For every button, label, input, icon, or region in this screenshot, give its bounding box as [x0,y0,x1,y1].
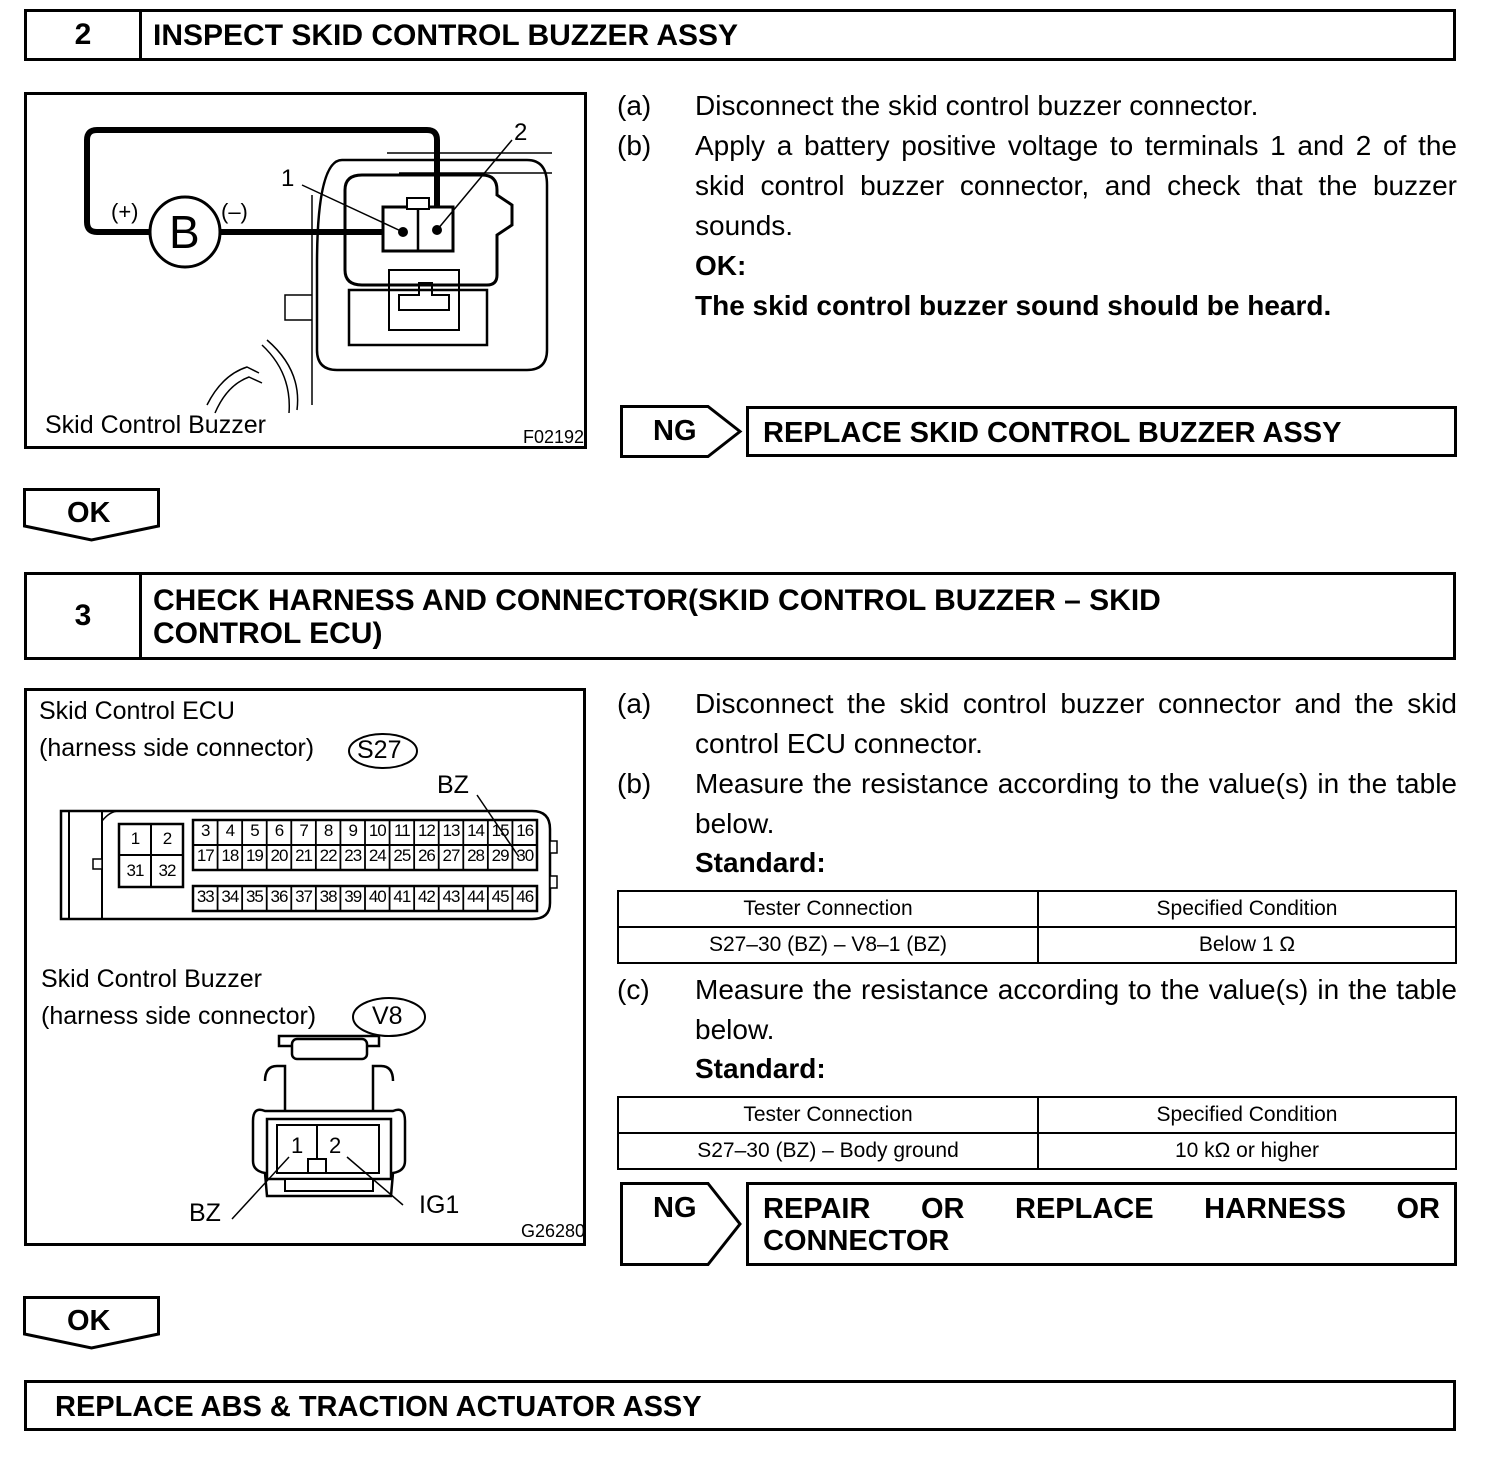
ecu-pin: 13 [442,821,460,840]
step2-ok-button-label: OK [67,497,111,529]
standard-label-c: Standard: [695,1053,826,1084]
ecu-pin: 12 [417,821,435,840]
step3-ok-button-label: OK [67,1305,111,1337]
ecu-pin: 1 [130,829,140,848]
ecu-pin: 44 [467,887,485,906]
step2-ok-arrow [23,488,161,543]
step3-item-c-label: (c) [617,974,650,1005]
ecu-pin: 18 [221,846,239,865]
ecu-pin: 16 [516,821,534,840]
ecu-pin: 20 [270,846,288,865]
step3-ng-action [746,1182,1457,1266]
ecu-pin: 24 [368,846,386,865]
ecu-pin: 21 [295,846,313,865]
bz-pin-label: BZ [437,771,469,799]
action-word: REPAIR [763,1193,871,1225]
step2-number: 2 [27,12,142,58]
ecu-pin: 42 [417,887,435,906]
step3-ng-label: NG [653,1192,697,1224]
table-header-cell: Tester Connection [618,1097,1038,1133]
table-cell: S27–30 (BZ) – Body ground [618,1133,1038,1169]
spec-table-b [617,890,1457,964]
final-action [24,1380,1456,1431]
ecu-pin: 41 [393,887,411,906]
ecu-pin: 34 [221,887,239,906]
table-cell: S27–30 (BZ) – V8–1 (BZ) [618,927,1038,963]
table-cell: 10 kΩ or higher [1038,1133,1456,1169]
ecu-pin: 27 [442,846,460,865]
ecu-code-badge: S27 [357,736,402,764]
step3-header [24,572,1456,660]
step3-ok-arrow [23,1296,161,1351]
plus-label: (+) [111,199,139,224]
ecu-pin: 31 [126,861,144,880]
minus-label: (–) [221,199,248,224]
battery-label: B [169,206,200,258]
step2-item-a-text: Disconnect the skid control buzzer connector. [695,90,1259,121]
connector-housing [317,160,547,370]
ecu-pin: 36 [270,887,288,906]
table-cell: Below 1 Ω [1038,927,1456,963]
ecu-pin: 43 [442,887,460,906]
step2-ng-action-text: REPLACE SKID CONTROL BUZZER ASSY [763,417,1342,449]
ecu-pin: 35 [245,887,263,906]
step3-title-line2: CONTROL ECU) [153,617,383,650]
ecu-pin: 7 [299,821,308,840]
ecu-pin: 17 [196,846,214,865]
ecu-pin: 29 [491,846,509,865]
ecu-pin: 14 [467,821,485,840]
ecu-pin: 6 [274,821,284,840]
step3-number: 3 [27,575,142,657]
step3-title-line1: CHECK HARNESS AND CONNECTOR(SKID CONTROL BUZZER – SKID [153,584,1161,617]
buzzer-title: Skid Control Buzzer [41,965,262,993]
step3-item-c-text: Measure the resistance according to the value(s) in the table below. [695,974,1457,1045]
ig1-terminal-label: IG1 [419,1191,460,1219]
table-row [618,927,1456,963]
table-row [618,1133,1456,1169]
standard-label-b: Standard: [695,847,826,878]
figure-caption: Skid Control Buzzer [45,411,266,439]
ecu-subtitle: (harness side connector) [39,734,315,762]
ecu-pin: 32 [158,861,176,880]
buzzer-code-badge: V8 [372,1002,403,1030]
step2-figure [24,92,587,449]
buzzer-subtitle: (harness side connector) [41,1002,317,1030]
ecu-pin: 3 [201,821,210,840]
step3-item-b-text: Measure the resistance according to the value(s) in the table below. [695,768,1457,839]
spec-table-c [617,1096,1457,1170]
buzzer-wiring-diagram [27,95,584,446]
table-header-row [618,1097,1456,1133]
step3-item-b-label: (b) [617,768,652,799]
step2-item-b-label: (b) [617,130,652,161]
action-word: OR [920,1193,965,1225]
step3-item-a-label: (a) [617,688,652,719]
terminal-1-label: 1 [281,165,295,192]
table-header-cell: Tester Connection [618,891,1038,927]
ecu-pin: 45 [491,887,509,906]
ecu-pin: 8 [323,821,333,840]
ecu-pin: 28 [467,846,485,865]
step3-figure [24,688,586,1246]
ecu-pin: 30 [516,846,534,865]
terminal-2-label: 2 [514,119,528,146]
ecu-pin: 5 [250,821,259,840]
step2-ng-arrow [620,405,744,458]
ecu-pin: 37 [295,887,313,906]
step2-title: INSPECT SKID CONTROL BUZZER ASSY [153,19,739,52]
ecu-pin: 22 [319,846,337,865]
ecu-pin: 40 [368,887,386,906]
table-header-cell: Specified Condition [1038,891,1456,927]
ecu-pin: 38 [319,887,337,906]
step2-ng-action [746,406,1457,457]
ecu-pin: 23 [344,846,362,865]
ecu-pin: 26 [417,846,435,865]
action-word: OR [1396,1193,1440,1225]
step3-ng-action-line1 [763,1193,1440,1225]
action-word: HARNESS [1204,1193,1346,1225]
ecu-title: Skid Control ECU [39,697,235,725]
ecu-pin: 9 [348,821,357,840]
figure-code: G26280 [521,1221,586,1241]
step3-ng-action-line2: CONNECTOR [763,1225,950,1257]
figure-code: F02192 [523,427,585,447]
action-word: REPLACE [1015,1193,1154,1225]
ecu-pin: 10 [368,821,386,840]
ecu-pin: 2 [162,829,172,848]
step2-ok-label: OK: [695,250,747,281]
step2-ng-label: NG [653,415,697,447]
step2-header [24,9,1456,61]
step2-ok-text: The skid control buzzer sound should be heard. [695,290,1332,321]
ecu-pin: 19 [245,846,263,865]
step3-item-a-text: Disconnect the skid control buzzer connector and the skid control ECU connector. [695,688,1457,759]
ecu-pin: 46 [516,887,534,906]
ecu-pin: 11 [394,821,410,840]
step2-item-b-text: Apply a battery positive voltage to terminals 1 and 2 of the skid control buzzer connector, and check that the buzzer sounds. [695,130,1457,241]
final-action-text: REPLACE ABS & TRACTION ACTUATOR ASSY [55,1391,702,1423]
table-header-row [618,891,1456,927]
ecu-pin: 4 [225,821,235,840]
step3-ng-arrow [620,1182,744,1266]
buzzer-pin-1: 1 [291,1133,304,1158]
ecu-pin: 15 [491,821,509,840]
table-header-cell: Specified Condition [1038,1097,1456,1133]
buzzer-pin-2: 2 [329,1133,342,1158]
ecu-pin: 33 [196,887,214,906]
bz-terminal-label: BZ [189,1199,221,1227]
step2-item-a-label: (a) [617,90,652,121]
ecu-pin: 39 [344,887,362,906]
ecu-pin: 25 [393,846,411,865]
